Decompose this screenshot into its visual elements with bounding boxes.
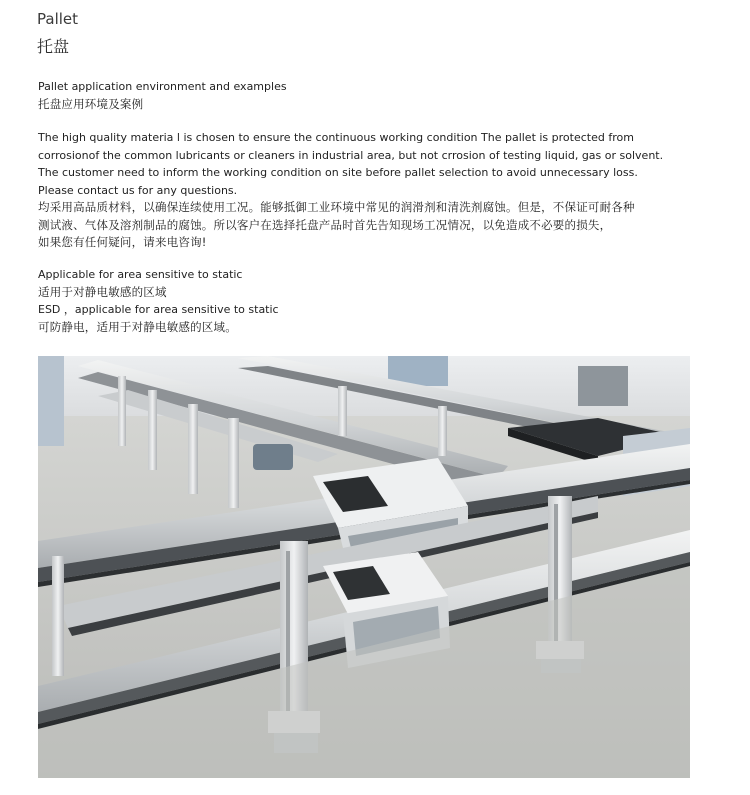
section-static [38, 266, 279, 336]
quality-line-1: The high quality materia l is chosen to ensure the continuous working condition The pallet is protected from [38, 131, 634, 144]
conveyor-photo [38, 356, 690, 778]
quality-line-7: 如果您有任何疑问，请来电咨询! [38, 235, 207, 249]
section-heading-cn: 托盘应用环境及案例 [38, 96, 144, 111]
quality-line-4: Please contact us for any questions. [38, 183, 238, 197]
static-line-2: 适用于对静电敏感的区域 [38, 284, 167, 299]
section-heading-en: Pallet application environment and examples [38, 80, 287, 93]
section-environment [38, 78, 287, 113]
page-title-cn: 托盘 [37, 37, 70, 56]
static-line-4: 可防静电，适用于对静电敏感的区域。 [38, 319, 237, 334]
quality-line-5: 均采用高品质材料，以确保连续使用工况。能够抵御工业环境中常见的润滑剂和清洗剂腐蚀。但是，不保证可耐各种 [38, 200, 635, 214]
page-title-en: Pallet [37, 10, 79, 28]
quality-line-3: The customer need to inform the working condition on site before pallet selection to avoid unnecessary loss. [38, 166, 638, 179]
section-quality [38, 129, 663, 252]
quality-line-2: corrosionof the common lubricants or cleaners in industrial area, but not crrosion of testing liquid, gas or solvent. [38, 148, 664, 162]
quality-line-6: 测试液、气体及溶剂制品的腐蚀。所以客户在选择托盘产品时首先告知现场工况情况，以免造成不必要的损失， [38, 217, 612, 232]
static-line-1: Applicable for area sensitive to static [38, 268, 243, 281]
static-line-3: ESD ，applicable for area sensitive to static [38, 303, 279, 316]
